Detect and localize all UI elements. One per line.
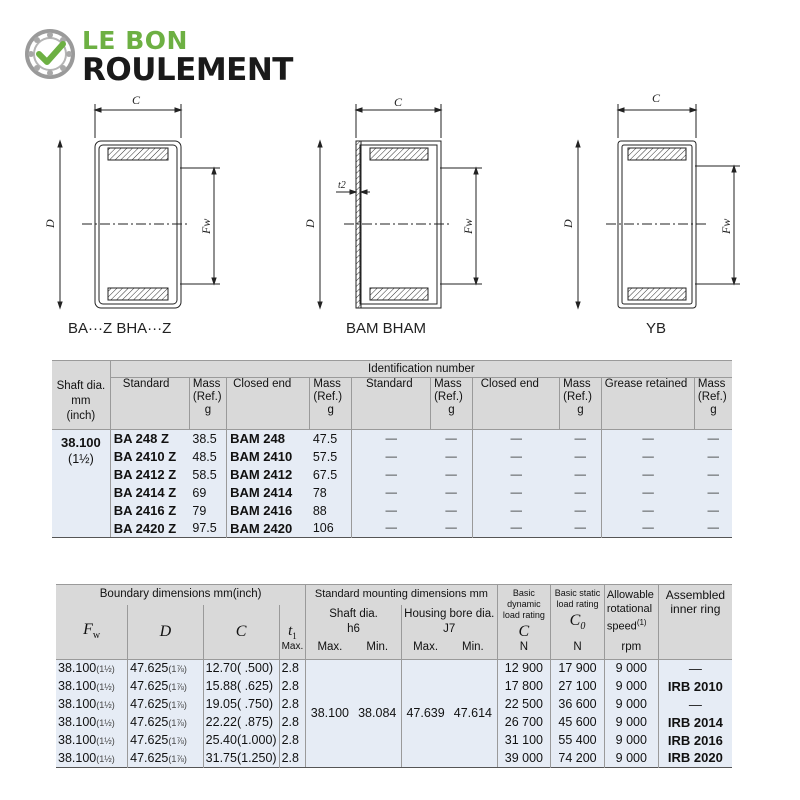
dash: — — [351, 430, 430, 448]
c0-value: 55 400 — [551, 731, 605, 749]
shaft-dia-label: Shaft dia. — [56, 380, 106, 392]
dash: — — [445, 522, 457, 535]
t1-value: 2.8 — [279, 695, 306, 713]
shaft-max-value: 38.100 — [306, 659, 354, 767]
closed-designation: BAM 248 — [227, 430, 310, 448]
table-row — [52, 448, 732, 466]
col-mass-4 — [560, 378, 602, 430]
mass-value: 48.5 — [192, 449, 217, 464]
col-shaft-dia — [306, 605, 402, 642]
bearing-check-icon — [24, 28, 76, 80]
dyn-l2: load rating — [502, 610, 545, 620]
mass-4-l1: Mass — [563, 378, 591, 390]
std-designation: BA 2420 Z — [110, 520, 189, 538]
mass-1-l3: g — [204, 404, 212, 416]
dim-fw-1: Fw — [199, 218, 213, 234]
dim-d-3: D — [561, 219, 575, 228]
t1-value: 2.8 — [279, 749, 306, 767]
fw-value — [56, 695, 128, 713]
mass-value: 78 — [312, 485, 327, 500]
fw-sub: w — [92, 630, 101, 642]
d-value — [128, 677, 204, 695]
std-designation: BA 2414 Z — [110, 484, 189, 502]
d-inch: (1⅞) — [168, 664, 187, 675]
d-num: 47.625 — [130, 733, 169, 747]
dim-c-1: C — [132, 93, 141, 107]
d-num: 47.625 — [130, 661, 169, 676]
mass-5-l1: Mass — [697, 378, 726, 390]
inner-ring-value: IRB 2010 — [658, 677, 732, 695]
stat-l1: Basic static — [554, 588, 601, 598]
c0-symbol — [553, 612, 602, 632]
brand-logo — [24, 26, 304, 86]
mass-value: 79 — [192, 503, 207, 518]
dash: — — [574, 450, 586, 463]
drawing-bam — [318, 104, 482, 308]
dash: — — [351, 520, 430, 538]
drawing-label-bam: BAM BHAM — [346, 320, 427, 337]
mass-value: 67.5 — [312, 467, 338, 482]
fw-inch: (1½) — [96, 664, 115, 675]
col-mass-2 — [310, 378, 352, 430]
table-row — [52, 520, 732, 538]
fw-value — [56, 659, 128, 677]
c0-value: 27 100 — [551, 677, 605, 695]
inner-l1: Assembled — [665, 588, 726, 602]
shaft-inch: (1½) — [68, 452, 94, 466]
fw-num: 38.100 — [58, 750, 97, 765]
d-inch: (1⅞) — [168, 700, 187, 710]
dash: — — [707, 432, 719, 445]
col-static-load — [551, 585, 605, 642]
closed-designation: BAM 2412 — [227, 466, 310, 484]
stat-l2: load rating — [556, 599, 599, 609]
dim-fw-3: Fw — [719, 218, 733, 234]
dash: — — [574, 486, 586, 499]
dash: — — [472, 430, 559, 448]
mass-value: 97.5 — [192, 521, 217, 536]
dash: — — [707, 450, 719, 463]
shaft-value-cell — [52, 430, 110, 538]
mass-1-l2: (Ref.) — [192, 391, 222, 403]
closed-designation: BAM 2410 — [227, 448, 310, 466]
house-min: Min. — [462, 641, 484, 653]
rpm-value: 9 000 — [604, 695, 658, 713]
dash: — — [601, 502, 694, 520]
inner-ring-value: — — [658, 659, 732, 677]
housing-l2: J7 — [443, 622, 456, 635]
dash: — — [472, 520, 559, 538]
dash: — — [351, 448, 430, 466]
shaft-dia-unit-inch: (inch) — [66, 410, 96, 422]
dash: — — [351, 466, 430, 484]
dash: — — [445, 468, 457, 481]
dash: — — [445, 432, 457, 445]
cr-value: 17 800 — [497, 677, 551, 695]
std-designation: BA 2412 Z — [110, 466, 189, 484]
d-inch: (1⅞) — [168, 753, 187, 764]
table-row — [52, 502, 732, 520]
rpm-value: 9 000 — [604, 713, 658, 731]
dim-c-2: C — [394, 95, 403, 109]
rpm-value: 9 000 — [604, 731, 658, 749]
fw-num: 38.100 — [58, 697, 97, 711]
table-row — [56, 659, 732, 677]
t1-value: 2.8 — [279, 731, 306, 749]
mass-value: 58.5 — [192, 467, 217, 482]
c0-sub: 0 — [580, 621, 586, 633]
cr-value: 31 100 — [497, 731, 551, 749]
dash: — — [445, 450, 457, 463]
col-speed — [604, 585, 658, 642]
boundary-dimensions-table — [56, 584, 732, 768]
shaft-dia-l2: h6 — [347, 622, 360, 635]
dash: — — [351, 502, 430, 520]
cr-value: 39 000 — [497, 749, 551, 767]
cr-value: 26 700 — [497, 713, 551, 731]
t1-value: 2.8 — [279, 677, 306, 695]
t1-letter: t — [288, 623, 293, 639]
mass-2-l2: (Ref.) — [313, 391, 343, 403]
identification-table — [52, 360, 732, 538]
fw-num: 38.100 — [58, 661, 97, 676]
dash: — — [445, 486, 457, 499]
rpm-value: 9 000 — [604, 659, 658, 677]
table-row — [52, 484, 732, 502]
dash: — — [601, 484, 694, 502]
c-value: 12.70( .500) — [203, 659, 279, 677]
col-c: C — [203, 605, 279, 660]
col-grease-retained: Grease retained — [601, 378, 694, 430]
col-mass-3 — [431, 378, 473, 430]
std-designation: BA 2410 Z — [110, 448, 189, 466]
dash: — — [574, 432, 586, 445]
bearing-drawings — [0, 88, 800, 350]
fw-num: 38.100 — [58, 679, 97, 693]
t1-sub: 1 — [292, 631, 297, 641]
inner-ring-value: IRB 2016 — [658, 731, 732, 749]
c0-letter: C — [569, 612, 581, 629]
unit-n-1: N — [497, 641, 551, 659]
speed-l2: rotational — [606, 603, 653, 615]
col-housing-bore — [401, 605, 497, 642]
c0-value: 74 200 — [551, 749, 605, 767]
rpm-value: 9 000 — [604, 749, 658, 767]
fw-inch: (1½) — [96, 753, 115, 764]
house-min-value: 47.614 — [449, 659, 497, 767]
unit-rpm: rpm — [604, 641, 658, 659]
fw-inch: (1½) — [96, 682, 115, 692]
d-inch: (1⅞) — [168, 682, 187, 692]
col-standard-2: Standard — [351, 378, 430, 430]
inner-unit — [658, 641, 732, 659]
d-num: 47.625 — [130, 750, 169, 765]
logo-line1: LE BON — [82, 26, 188, 55]
t1-value: 2.8 — [279, 713, 306, 731]
col-standard: Standard — [110, 378, 189, 430]
inner-l2: inner ring — [670, 602, 721, 616]
shaft-value: 38.100 — [61, 435, 101, 450]
dash: — — [707, 522, 719, 535]
fw-value — [56, 731, 128, 749]
col-mass-1 — [189, 378, 226, 430]
table-row — [52, 430, 732, 448]
col-d: D — [128, 605, 204, 660]
d-num: 47.625 — [130, 697, 169, 711]
mass-3-l3: g — [448, 404, 455, 416]
dash: — — [601, 520, 694, 538]
identification-number-header: Identification number — [110, 361, 732, 378]
c-value: 19.05( .750) — [203, 695, 279, 713]
mounting-dims-header: Standard mounting dimensions mm — [306, 585, 497, 605]
dash: — — [707, 486, 719, 499]
dash: — — [601, 448, 694, 466]
c-value: 22.22( .875) — [203, 713, 279, 731]
c0-value: 36 600 — [551, 695, 605, 713]
unit-n-2: N — [551, 641, 605, 659]
col-dynamic-load — [497, 585, 551, 642]
dash: — — [601, 430, 694, 448]
technical-drawings-svg — [0, 88, 800, 350]
shaft-dia-l1: Shaft dia. — [329, 607, 378, 620]
dash: — — [472, 484, 559, 502]
mass-value: 47.5 — [312, 431, 338, 446]
drawing-label-yb: YB — [646, 320, 667, 337]
col-inner-ring — [658, 585, 732, 642]
cr-value: 12 900 — [497, 659, 551, 677]
mass-value: 57.5 — [312, 449, 338, 464]
dim-c-3: C — [652, 91, 661, 105]
closed-designation: BAM 2416 — [227, 502, 310, 520]
shaft-max: Max. — [306, 641, 354, 659]
dash: — — [707, 468, 719, 481]
d-value — [128, 659, 204, 677]
fw-inch: (1½) — [96, 700, 115, 710]
cr-value: 22 500 — [497, 695, 551, 713]
logo-line2: ROULEMENT — [82, 52, 293, 88]
col-closed-end: Closed end — [227, 378, 310, 430]
cr-symbol: C — [518, 623, 530, 640]
inner-ring-value: IRB 2020 — [658, 749, 732, 767]
std-designation: BA 248 Z — [110, 430, 189, 448]
mass-3-l1: Mass — [434, 378, 462, 390]
col-t1 — [279, 605, 306, 642]
closed-designation: BAM 2420 — [227, 520, 310, 538]
inner-ring-value: IRB 2014 — [658, 713, 732, 731]
mass-5-l2: (Ref.) — [697, 391, 727, 403]
mass-3-l2: (Ref.) — [434, 391, 463, 403]
d-value — [128, 749, 204, 767]
dash: — — [601, 466, 694, 484]
shaft-dia-unit: mm — [71, 395, 91, 407]
dash: — — [472, 448, 559, 466]
housing-l1: Housing bore dia. — [404, 607, 495, 620]
fw-value — [56, 713, 128, 731]
d-value — [128, 713, 204, 731]
dash: — — [351, 484, 430, 502]
inner-ring-value: — — [658, 695, 732, 713]
rpm-value: 9 000 — [604, 677, 658, 695]
mass-value: 106 — [312, 521, 334, 536]
d-num: 47.625 — [130, 679, 169, 693]
mass-5-l3: g — [710, 404, 717, 416]
shaft-min: Min. — [366, 641, 389, 653]
house-max: Max. — [401, 641, 449, 659]
c0-value: 17 900 — [551, 659, 605, 677]
fw-num: 38.100 — [58, 715, 97, 729]
shaft-dia-header — [52, 361, 110, 430]
dash: — — [472, 502, 559, 520]
speed-l3 — [607, 616, 656, 634]
c-value: 31.75(1.250) — [203, 749, 279, 767]
d-inch: (1⅞) — [168, 736, 187, 746]
c-value: 25.40(1.000) — [203, 731, 279, 749]
house-max-value: 47.639 — [401, 659, 449, 767]
speed-word: speed — [606, 620, 637, 633]
std-designation: BA 2416 Z — [110, 502, 189, 520]
mass-2-l1: Mass — [313, 378, 341, 390]
fw-value — [56, 677, 128, 695]
drawing-ba-z — [58, 104, 220, 308]
d-num: 47.625 — [130, 715, 169, 729]
col-fw — [56, 605, 128, 660]
fw-num: 38.100 — [58, 733, 97, 747]
col-closed-end-2: Closed end — [472, 378, 559, 430]
d-value — [128, 731, 204, 749]
dash: — — [574, 504, 586, 517]
d-value — [128, 695, 204, 713]
c0-value: 45 600 — [551, 713, 605, 731]
mass-4-l2: (Ref.) — [563, 391, 592, 403]
drawing-yb — [576, 104, 740, 308]
dim-t2: t2 — [338, 180, 346, 191]
col-mass-5 — [694, 378, 732, 430]
boundary-dims-header: Boundary dimensions mm(inch) — [99, 588, 262, 600]
mass-value: 69 — [192, 485, 207, 500]
speed-l1: Allowable — [606, 589, 654, 601]
d-inch: (1⅞) — [168, 718, 187, 728]
fw-letter: F — [83, 621, 93, 639]
dash: — — [445, 504, 457, 517]
c-value: 15.88( .625) — [203, 677, 279, 695]
closed-designation: BAM 2414 — [227, 484, 310, 502]
shaft-min-value: 38.084 — [354, 659, 402, 767]
t1-max: Max. — [279, 641, 306, 659]
dash: — — [574, 522, 586, 535]
t1-value: 2.8 — [279, 659, 306, 677]
drawing-label-ba: BA···Z BHA···Z — [68, 320, 172, 337]
fw-inch: (1½) — [96, 736, 115, 746]
dyn-l1: Basic dynamic — [507, 588, 541, 609]
mass-value: 88 — [312, 503, 327, 518]
dim-fw-2: Fw — [461, 218, 475, 234]
fw-value — [56, 749, 128, 767]
dash: — — [707, 504, 719, 517]
mass-value: 38.5 — [192, 431, 217, 446]
dim-d-1: D — [43, 219, 57, 228]
table-row — [52, 466, 732, 484]
mass-1-l1: Mass — [192, 378, 221, 390]
fw-inch: (1½) — [96, 718, 115, 728]
speed-note: (1) — [636, 618, 647, 627]
mass-4-l3: g — [577, 404, 584, 416]
dash: — — [574, 468, 586, 481]
mass-2-l3: g — [327, 404, 334, 416]
dim-d-2: D — [303, 219, 317, 228]
dash: — — [472, 466, 559, 484]
